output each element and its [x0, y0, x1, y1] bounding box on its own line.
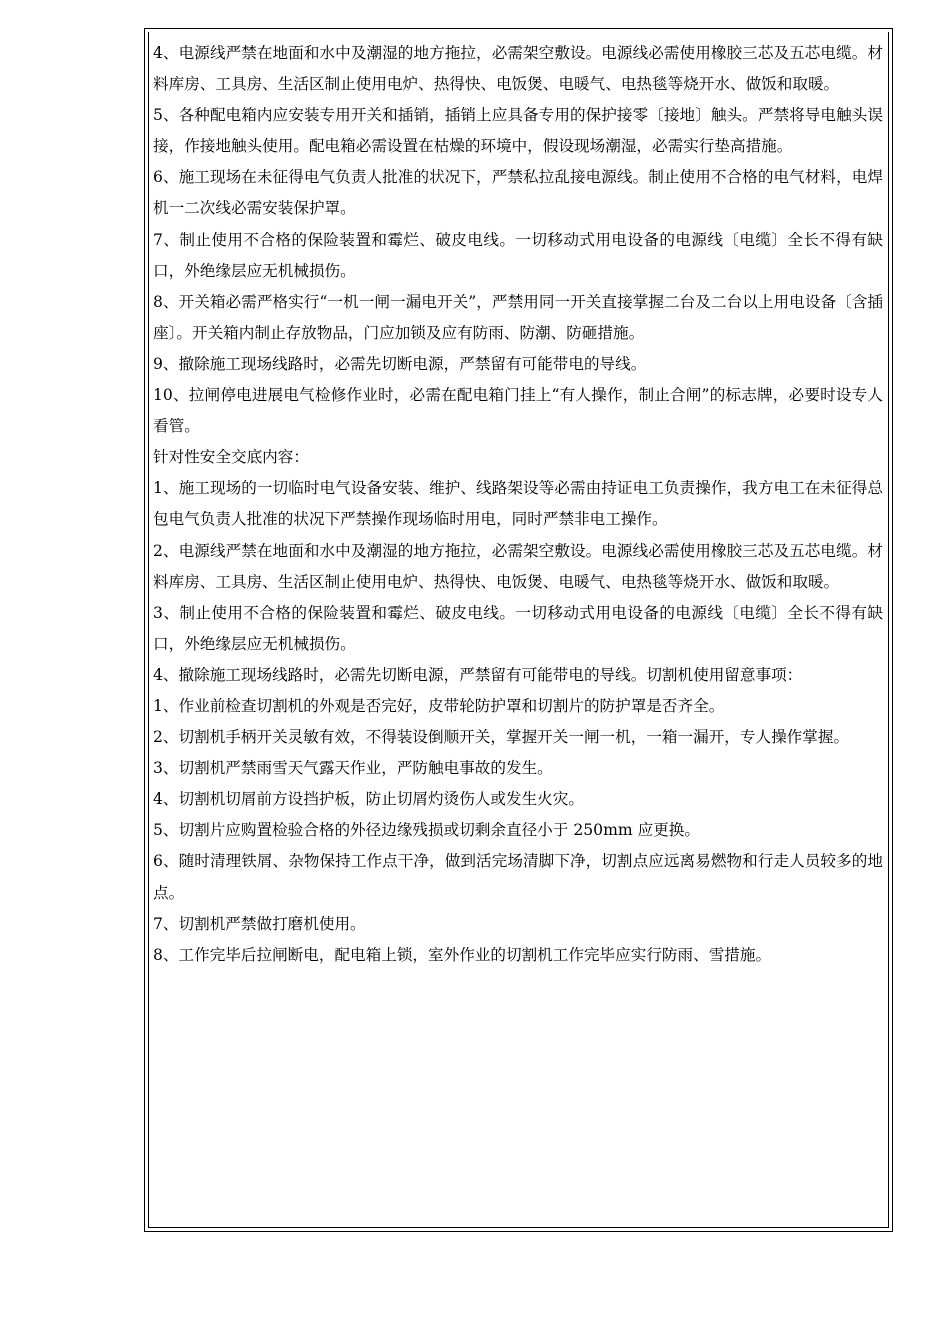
section-heading: 针对性安全交底内容： — [153, 448, 309, 467]
paragraph: 6、随时清理铁屑、杂物保持工作点干净，做到活完场清脚下净，切割点应远离易燃物和行走人员较多的地点。 — [153, 852, 883, 902]
paragraph: 10、拉闸停电进展电气检修作业时，必需在配电箱门挂上“有人操作，制止合闸”的标志牌，必要时设专人看管。 — [153, 386, 883, 436]
paragraph: 4、电源线严禁在地面和水中及潮湿的地方拖拉，必需架空敷设。电源线必需使用橡胶三芯及五芯电缆。材料库房、工具房、生活区制止使用电炉、热得快、电饭煲、电暖气、电热毯等烧开水、做饭和取暖。 — [153, 44, 883, 94]
document-body — [153, 38, 883, 971]
paragraph: 8、工作完毕后拉闸断电，配电箱上锁，室外作业的切割机工作完毕应实行防雨、雪措施。 — [153, 945, 772, 964]
paragraph: 3、制止使用不合格的保险装置和霉烂、破皮电线。一切移动式用电设备的电源线〔电缆〕全长不得有缺口，外绝缘层应无机械损伤。 — [153, 603, 883, 653]
paragraph: 5、切割片应购置检验合格的外径边缘残损或切剩余直径小于 250mm 应更换。 — [153, 821, 700, 840]
paragraph: 3、切割机严禁雨雪天气露天作业，严防触电事故的发生。 — [153, 759, 553, 778]
paragraph: 2、电源线严禁在地面和水中及潮湿的地方拖拉，必需架空敷设。电源线必需使用橡胶三芯及五芯电缆。材料库房、工具房、生活区制止使用电炉、热得快、电饭煲、电暖气、电热毯等烧开水、做饭和取暖。 — [153, 541, 883, 591]
paragraph: 4、撤除施工现场线路时，必需先切断电源，严禁留有可能带电的导线。切割机使用留意事项： — [153, 665, 803, 684]
paragraph: 1、施工现场的一切临时电气设备安装、维护、线路架设等必需由持证电工负责操作，我方电工在未征得总包电气负责人批准的状况下严禁操作现场临时用电，同时严禁非电工操作。 — [153, 479, 883, 529]
paragraph: 6、施工现场在未征得电气负责人批准的状况下，严禁私拉乱接电源线。制止使用不合格的电气材料，电焊机一二次线必需安装保护罩。 — [153, 168, 883, 218]
paragraph: 7、制止使用不合格的保险装置和霉烂、破皮电线。一切移动式用电设备的电源线〔电缆〕全长不得有缺口，外绝缘层应无机械损伤。 — [153, 230, 883, 280]
paragraph: 7、切割机严禁做打磨机使用。 — [153, 914, 366, 933]
paragraph: 9、撤除施工现场线路时，必需先切断电源，严禁留有可能带电的导线。 — [153, 354, 647, 373]
paragraph: 4、切割机切屑前方设挡护板，防止切屑灼烫伤人或发生火灾。 — [153, 790, 584, 809]
paragraph: 1、作业前检查切割机的外观是否完好，皮带轮防护罩和切割片的防护罩是否齐全。 — [153, 696, 725, 715]
paragraph: 2、切割机手柄开关灵敏有效，不得装设倒顺开关，掌握开关一闸一机，一箱一漏开，专人操作掌握。 — [153, 728, 850, 747]
paragraph: 5、各种配电箱内应安装专用开关和插销，插销上应具备专用的保护接零〔接地〕触头。严禁将导电触头误接，作接地触头使用。配电箱必需设置在枯燥的环境中，假设现场潮湿，必需实行垫高措施。 — [153, 106, 883, 156]
paragraph: 8、开关箱必需严格实行“一机一闸一漏电开关”，严禁用同一开关直接掌握二台及二台以上用电设备〔含插座〕。开关箱内制止存放物品，门应加锁及应有防雨、防潮、防砸措施。 — [153, 292, 883, 342]
